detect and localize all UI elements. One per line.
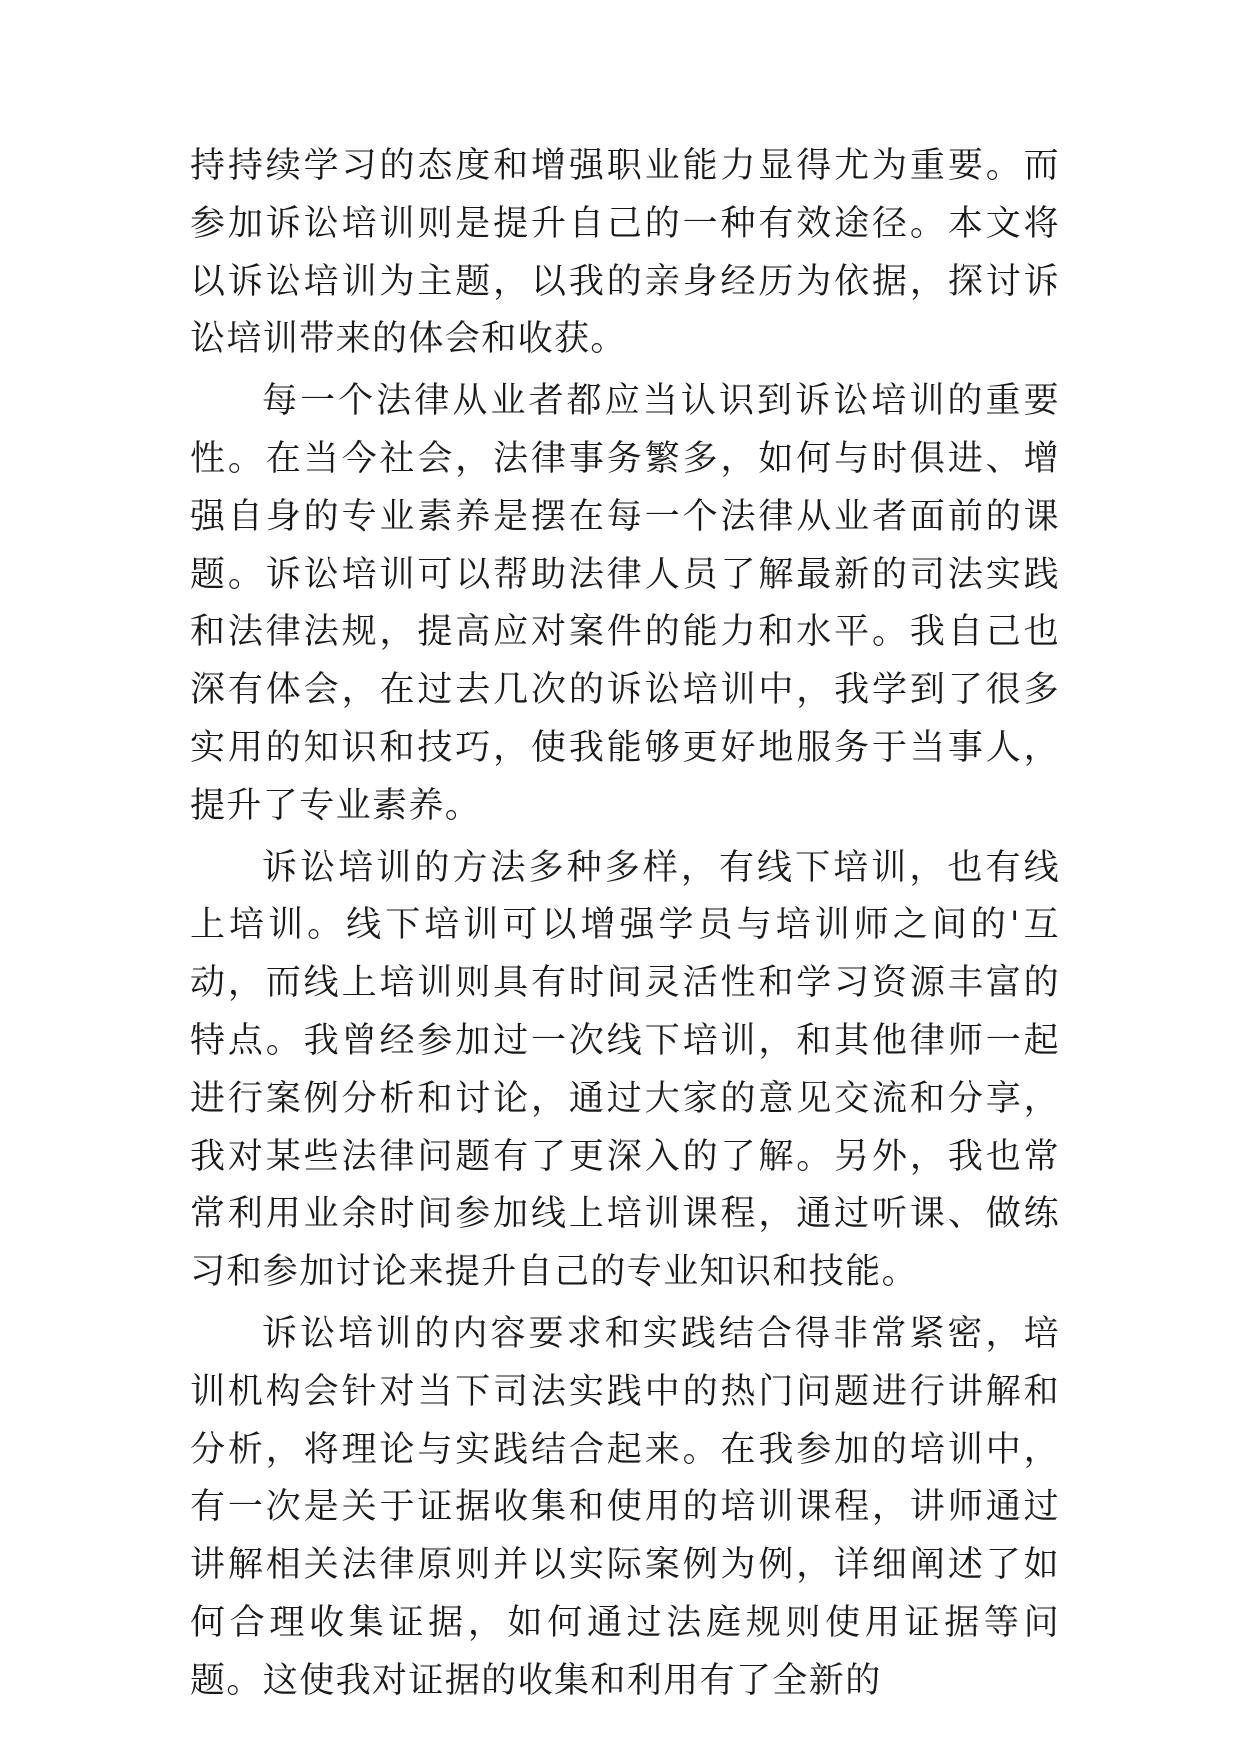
paragraph-methods: 诉讼培训的方法多种多样，有线下培训，也有线上培训。线下培训可以增强学员与培训师之间的'互动，而线上培训则具有时间灵活性和学习资源丰富的特点。我曾经参加过一次线下培训，和其他律师一起进行案例分析和讨论，通过大家的意见交流和分享，我对某些法律问题有了更深入的了解。另外，我也常常利用业余时间参加线上培训课程，通过听课、做练习和参加讨论来提升自己的专业知识和技能。 [190, 847, 1060, 1293]
paragraph-importance: 每一个法律从业者都应当认识到诉讼培训的重要性。在当今社会，法律事务繁多，如何与时俱进、增强自身的专业素养是摆在每一个法律从业者面前的课题。诉讼培训可以帮助法律人员了解最新的司法实践和法律法规，提高应对案件的能力和水平。我自己也深有体会，在过去几次的诉讼培训中，我学到了很多实用的知识和技巧，使我能够更好地服务于当事人，提升了专业素养。 [190, 381, 1060, 826]
document-body [190, 138, 1060, 1711]
paragraph-continuation: 持持续学习的态度和增强职业能力显得尤为重要。而参加诉讼培训则是提升自己的一种有效途径。本文将以诉讼培训为主题，以我的亲身经历为依据，探讨诉讼培训带来的体会和收获。 [190, 146, 1060, 360]
paragraph-content: 诉讼培训的内容要求和实践结合得非常紧密，培训机构会针对当下司法实践中的热门问题进行讲解和分析，将理论与实践结合起来。在我参加的培训中，有一次是关于证据收集和使用的培训课程，讲师通过讲解相关法律原则并以实际案例为例，详细阐述了如何合理收集证据，如何通过法庭规则使用证据等问题。这使我对证据的收集和利用有了全新的 [190, 1313, 1060, 1701]
